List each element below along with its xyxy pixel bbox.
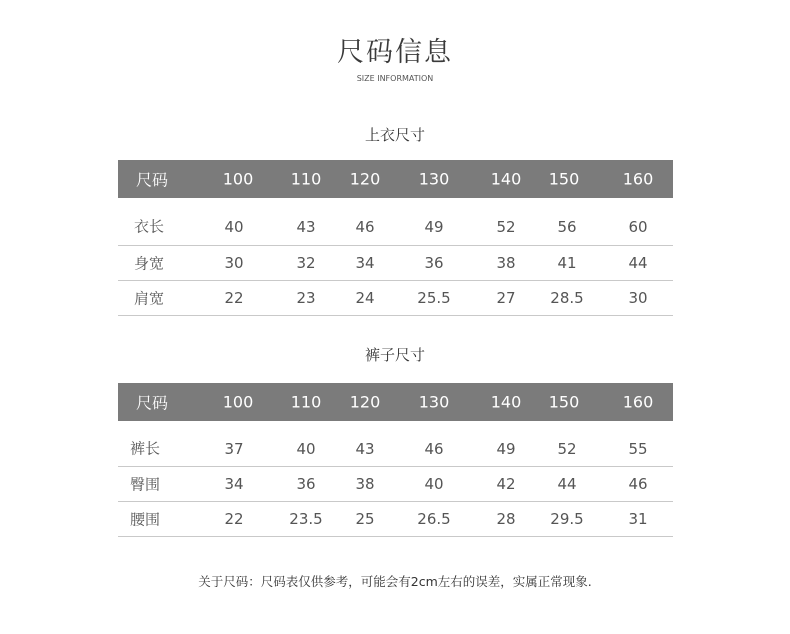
table-cell: 22 xyxy=(224,289,244,307)
header-cell: 160 xyxy=(622,169,654,189)
header-cell: 130 xyxy=(418,169,450,189)
table-cell: 43 xyxy=(355,439,375,458)
table-cell: 25.5 xyxy=(417,289,451,307)
table-row xyxy=(118,421,673,467)
table-cell: 40 xyxy=(296,439,316,458)
table-cell: 36 xyxy=(424,254,444,272)
header-cell: 120 xyxy=(349,392,381,412)
table-cell: 38 xyxy=(496,254,516,272)
table-cell: 25 xyxy=(355,510,375,528)
size-disclaimer-note: 关于尺码：尺码表仅供参考，可能会有2cm左右的误差，实属正常现象. xyxy=(198,574,592,589)
table-cell: 60 xyxy=(628,218,648,237)
table-cell: 44 xyxy=(628,254,648,272)
table-cell: 44 xyxy=(557,475,577,493)
table-cell: 55 xyxy=(628,439,648,458)
table-cell: 40 xyxy=(224,218,244,237)
header-cell: 120 xyxy=(349,169,381,189)
table-cell: 27 xyxy=(496,289,516,307)
table-cell: 41 xyxy=(557,254,577,272)
header-cell: 140 xyxy=(490,392,522,412)
pants-size-table xyxy=(118,383,673,537)
table-cell: 32 xyxy=(296,254,316,272)
header-cell: 110 xyxy=(290,169,322,189)
table-cell: 42 xyxy=(496,475,516,493)
page-title: 尺码信息 xyxy=(337,37,453,68)
page-subtitle: SIZE INFORMATION xyxy=(356,74,434,83)
top-size-table xyxy=(118,160,673,316)
row-label: 裤长 xyxy=(130,439,161,458)
table-cell: 46 xyxy=(628,475,648,493)
header-cell: 尺码 xyxy=(136,393,169,413)
table-cell: 37 xyxy=(224,439,244,458)
header-cell: 160 xyxy=(622,392,654,412)
table-row xyxy=(118,281,673,316)
header-cell: 100 xyxy=(222,169,254,189)
pants-table-title: 裤子尺寸 xyxy=(364,346,425,364)
table-row xyxy=(118,502,673,537)
row-label: 肩宽 xyxy=(134,289,165,308)
table-cell: 38 xyxy=(355,475,375,493)
header-cell: 100 xyxy=(222,392,254,412)
table-row xyxy=(118,467,673,502)
header-cell: 140 xyxy=(490,169,522,189)
table-cell: 30 xyxy=(628,289,648,307)
header-cell: 150 xyxy=(548,169,580,189)
table-cell: 28.5 xyxy=(550,289,584,307)
row-label: 腰围 xyxy=(130,510,161,529)
table-cell: 56 xyxy=(557,218,577,237)
table-cell: 23 xyxy=(296,289,316,307)
row-label: 身宽 xyxy=(134,254,165,273)
table-header-row xyxy=(118,383,673,421)
table-cell: 46 xyxy=(355,218,375,237)
table-row xyxy=(118,246,673,281)
table-cell: 49 xyxy=(496,439,516,458)
table-cell: 30 xyxy=(224,254,244,272)
table-cell: 28 xyxy=(496,510,516,528)
header-cell: 尺码 xyxy=(136,170,169,190)
table-cell: 52 xyxy=(496,218,516,237)
table-cell: 36 xyxy=(296,475,316,493)
table-cell: 23.5 xyxy=(289,510,323,528)
table-cell: 34 xyxy=(224,475,244,493)
header-cell: 150 xyxy=(548,392,580,412)
table-row xyxy=(118,198,673,246)
row-label: 臀围 xyxy=(130,475,161,494)
table-cell: 31 xyxy=(628,510,648,528)
table-header-row xyxy=(118,160,673,198)
table-cell: 43 xyxy=(296,218,316,237)
table-cell: 49 xyxy=(424,218,444,237)
row-label: 衣长 xyxy=(134,217,165,236)
table-cell: 40 xyxy=(424,475,444,493)
header-cell: 110 xyxy=(290,392,322,412)
table-cell: 26.5 xyxy=(417,510,451,528)
table-cell: 52 xyxy=(557,439,577,458)
table-cell: 24 xyxy=(355,289,375,307)
table-cell: 34 xyxy=(355,254,375,272)
table-cell: 46 xyxy=(424,439,444,458)
table-cell: 29.5 xyxy=(550,510,584,528)
table-cell: 22 xyxy=(224,510,244,528)
top-table-title: 上衣尺寸 xyxy=(364,126,425,144)
header-cell: 130 xyxy=(418,392,450,412)
